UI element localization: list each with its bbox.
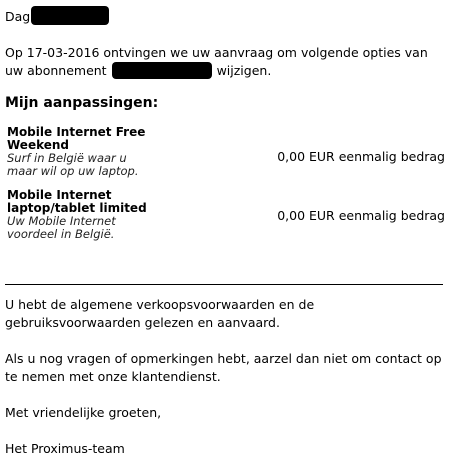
option-description: Surf in België waar u maar wil op uw laptop. [7, 151, 139, 178]
option-price: 0,00 EUR eenmalig bedrag [277, 149, 445, 164]
redacted-subscription-number [112, 62, 212, 79]
option-name: Mobile Internet Free Weekend [7, 125, 146, 152]
option-name: Mobile Internet laptop/tablet limited [7, 188, 147, 215]
questions-paragraph: Als u nog vragen of opmerkingen hebt, aarzel dan niet om contact op te nemen met onze klantendienst. [5, 351, 442, 384]
greeting-word: Dag [5, 9, 31, 24]
greeting-line [5, 6, 109, 26]
regards-line: Met vriendelijke groeten, [5, 405, 162, 420]
options-list [7, 126, 445, 252]
signature-line: Het Proximus-team [5, 441, 125, 456]
intro-text-end: wijzigen. [216, 63, 272, 78]
redacted-customer-name [31, 6, 109, 25]
changes-heading: Mijn aanpassingen: [5, 95, 159, 111]
option-row [7, 126, 445, 189]
option-price: 0,00 EUR eenmalig bedrag [277, 208, 445, 223]
option-row [7, 189, 445, 252]
option-description: Uw Mobile Internet voordeel in België. [7, 214, 116, 241]
section-divider [5, 284, 443, 285]
intro-text-start: Op 17-03-2016 ontvingen we uw aanvraag om volgende opties van uw abonnement [5, 45, 428, 78]
intro-paragraph [5, 44, 445, 80]
terms-paragraph: U hebt de algemene verkoopsvoorwaarden en de gebruiksvoorwaarden gelezen en aanvaard. [5, 297, 315, 330]
